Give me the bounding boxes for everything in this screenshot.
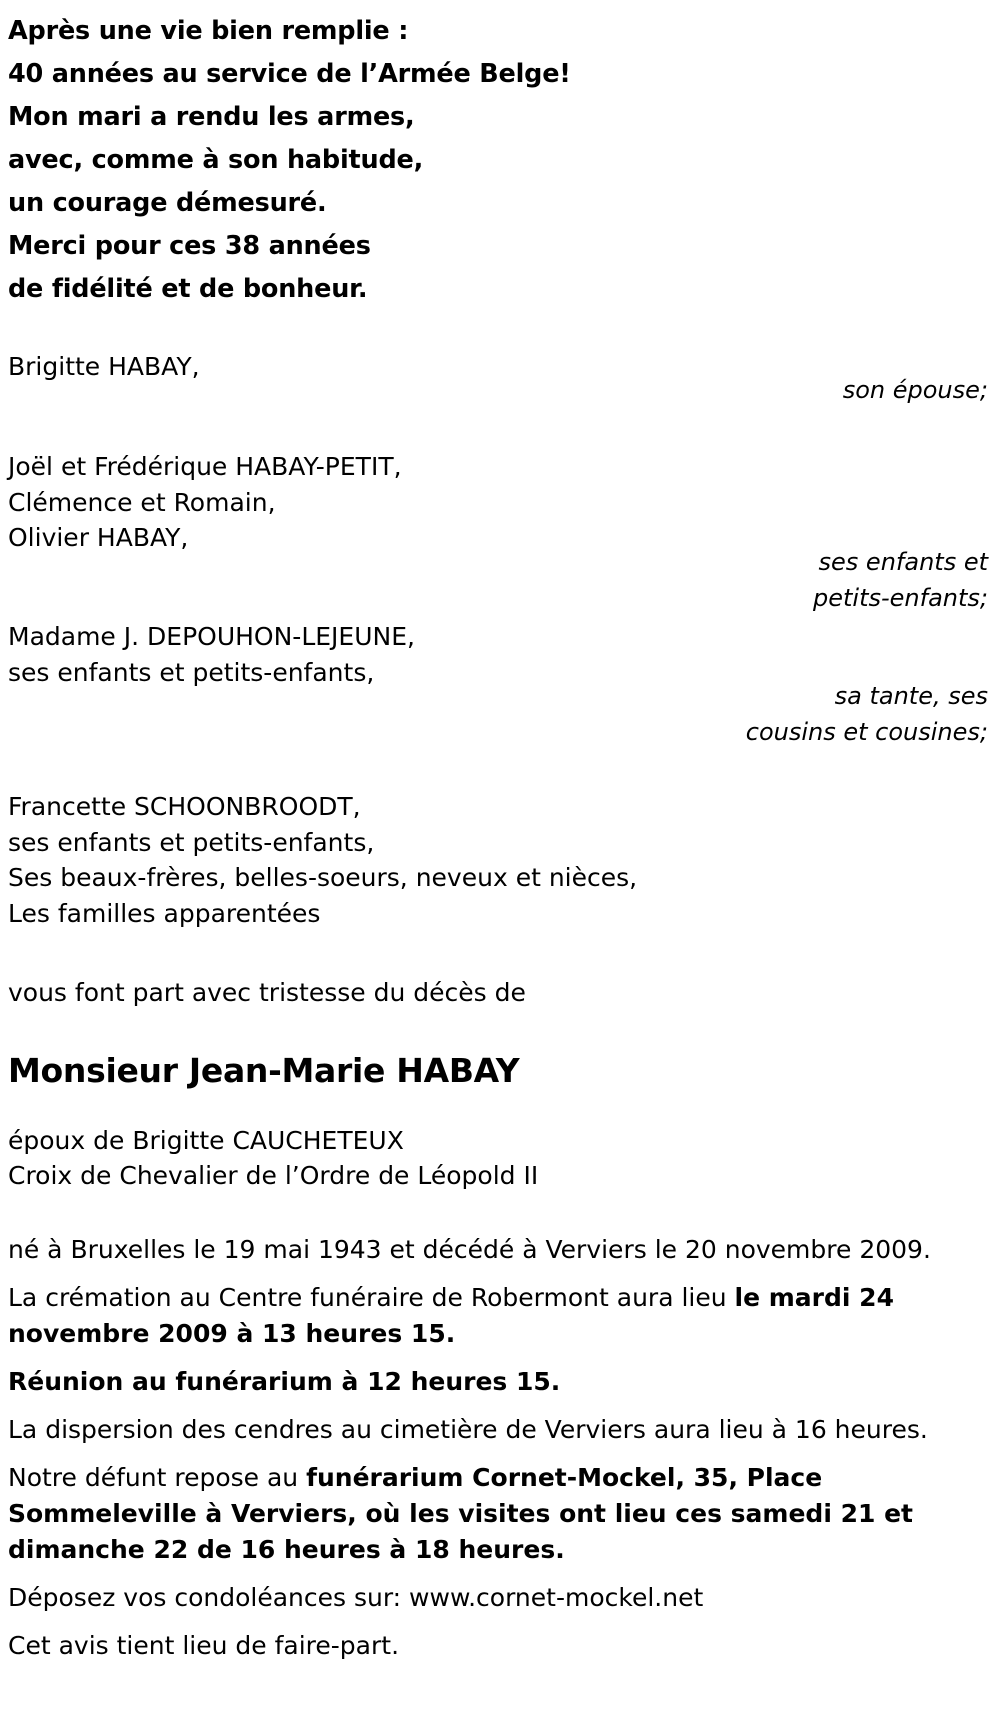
announcement-intro: vous font part avec tristesse du décès de [8, 978, 526, 1007]
family-name-line: Brigitte HABAY, [8, 352, 200, 381]
verse-line-2: 40 années au service de l’Armée Belge! [8, 59, 571, 89]
family-group-children [8, 449, 992, 612]
verse-line-1: Après une vie bien remplie : [8, 16, 409, 46]
spouse-line: époux de Brigitte CAUCHETEUX [8, 1125, 404, 1155]
repose-line [8, 1460, 968, 1568]
relation-line: ses enfants et [818, 548, 988, 576]
spacer-after-verse [8, 311, 992, 349]
family-group-relatives [8, 789, 992, 931]
relation-line: son épouse; [842, 376, 988, 404]
relation-line: cousins et cousines; [745, 717, 988, 746]
spacer-1 [8, 419, 992, 449]
cremation-datetime: le mardi 24 novembre 2009 à 13 heures 15. [8, 1282, 894, 1348]
relation-label-aunt [746, 679, 988, 750]
family-name-line: Joël et Frédérique HABAY-PETIT, [8, 452, 402, 481]
ashes-line: La dispersion des cendres au cimetière de Verviers aura lieu à 16 heures. [8, 1414, 928, 1444]
cremation-prefix: La crémation au Centre funéraire de Robermont aura lieu [8, 1282, 735, 1312]
relation-label-children [813, 545, 988, 616]
family-group-spouse [8, 349, 992, 419]
family-name-line: ses enfants et petits-enfants, [8, 827, 375, 857]
family-name-line: Ses beaux-frères, belles-soeurs, neveux et nièces, [8, 863, 638, 892]
family-names-spouse [8, 349, 618, 385]
decoration-line: Croix de Chevalier de l’Ordre de Léopold II [8, 1161, 539, 1190]
repose-prefix: Notre défunt repose au [8, 1462, 307, 1492]
family-group-aunt [8, 619, 992, 759]
relation-label-spouse [843, 373, 988, 409]
verse-line-6: Merci pour ces 38 années [8, 231, 371, 261]
spacer-3 [8, 759, 992, 789]
family-names-children [8, 449, 618, 556]
family-name-line: Les familles apparentées [8, 898, 321, 928]
verse-line-4: avec, comme à son habitude, [8, 145, 424, 175]
condolences-line: Déposez vos condoléances sur: www.cornet-mockel.net [8, 1582, 704, 1612]
notice-line: Cet avis tient lieu de faire-part. [8, 1630, 400, 1660]
repose-venue: funérarium Cornet-Mockel, 35, Place Sommeleville à Verviers, où les visites ont lieu ces samedi 21 et dimanche 22 de 16 heures à 18 heures. [8, 1462, 913, 1564]
relation-line: sa tante, ses [834, 682, 988, 710]
spacer-4 [8, 931, 992, 975]
deceased-name: Monsieur Jean-Marie HABAY [8, 1050, 520, 1090]
cremation-line [8, 1280, 968, 1352]
family-name-line: ses enfants et petits-enfants, [8, 657, 375, 687]
opening-verse [8, 10, 992, 311]
birth-death-line: né à Bruxelles le 19 mai 1943 et décédé à Verviers le 20 novembre 2009. [8, 1234, 931, 1264]
family-name-line: Francette SCHOONBROODT, [8, 792, 361, 821]
gathering-line: Réunion au funérarium à 12 heures 15. [8, 1366, 561, 1396]
relation-line: petits-enfants; [813, 583, 988, 612]
family-names-relatives [8, 789, 992, 931]
family-name-line: Olivier HABAY, [8, 523, 189, 552]
spacer-6 [8, 1093, 992, 1123]
verse-line-5: un courage démesuré. [8, 188, 327, 218]
family-name-line: Clémence et Romain, [8, 487, 276, 517]
spacer-7 [8, 1194, 992, 1232]
verse-line-7: de fidélité et de bonheur. [8, 274, 368, 304]
spacer-5 [8, 1011, 992, 1049]
family-names-aunt [8, 619, 618, 690]
family-name-line: Madame J. DEPOUHON-LEJEUNE, [8, 622, 415, 651]
verse-line-3: Mon mari a rendu les armes, [8, 102, 415, 132]
